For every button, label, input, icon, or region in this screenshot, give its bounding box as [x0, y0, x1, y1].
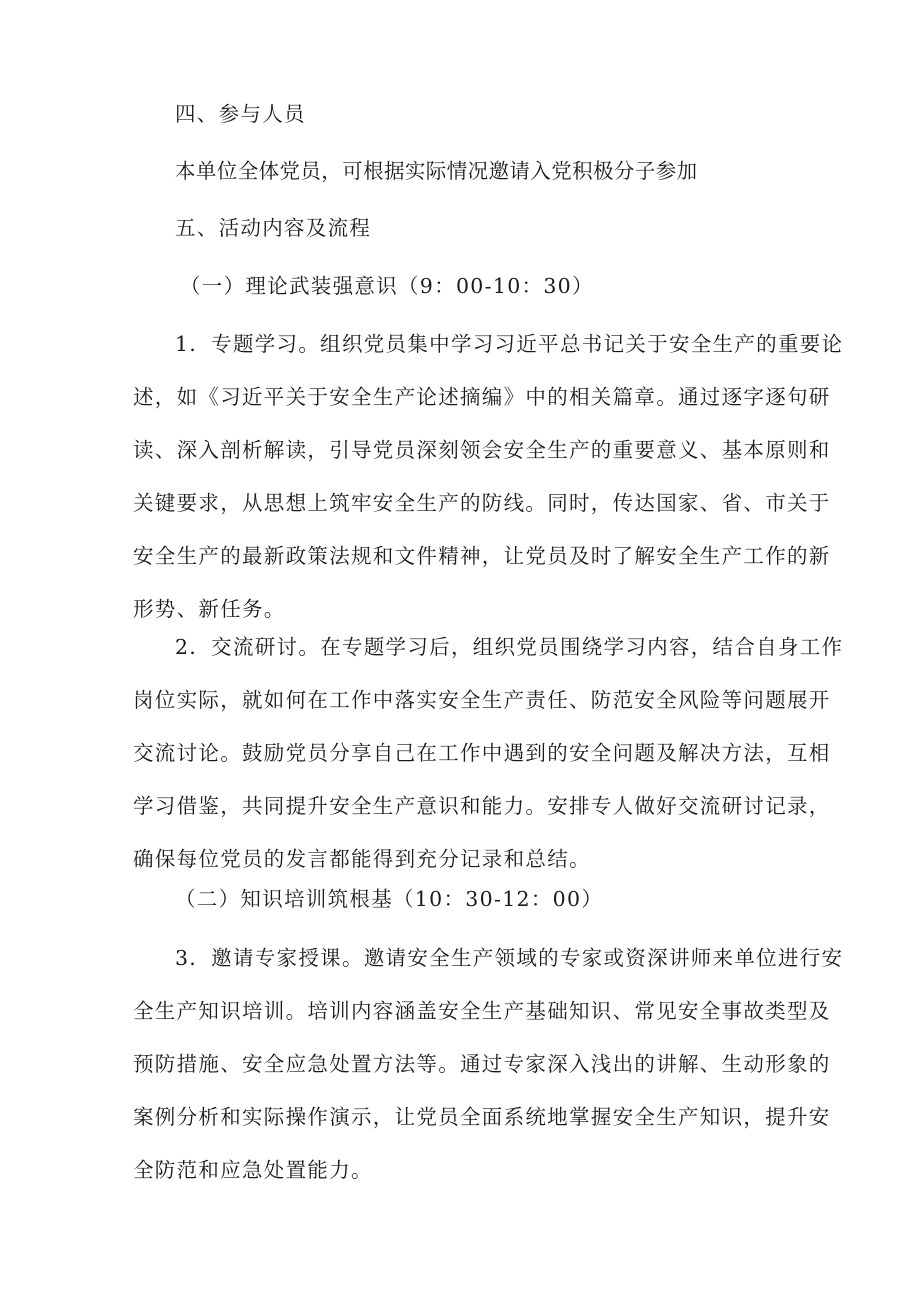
paragraph-line: 全防范和应急处置能力。: [133, 1158, 373, 1182]
section-heading-activities: 五、活动内容及流程: [175, 216, 372, 240]
paragraph-line: 安全生产的最新政策法规和文件精神，让党员及时了解安全生产工作的新: [133, 544, 831, 568]
paragraph-line: 确保每位党员的发言都能得到充分记录和总结。: [133, 847, 591, 871]
paragraph-line: 案例分析和实际操作演示，让党员全面系统地掌握安全生产知识，提升安: [133, 1105, 831, 1129]
paragraph-line: 学习借鉴，共同提升安全生产意识和能力。安排专人做好交流研讨记录，: [133, 794, 831, 818]
paragraph-line: 预防措施、安全应急处置方法等。通过专家深入浅出的讲解、生动形象的: [133, 1052, 831, 1076]
paragraph-line: 全生产知识培训。培训内容涵盖安全生产基础知识、常见安全事故类型及: [133, 999, 831, 1023]
paragraph-line: 述，如《习近平关于安全生产论述摘编》中的相关篇章。通过逐字逐句研: [133, 385, 831, 409]
section-heading-participants: 四、参与人员: [175, 102, 306, 126]
paragraph-line: 读、深入剖析解读，引导党员深刻领会安全生产的重要意义、基本原则和: [133, 438, 831, 462]
subsection-heading-training: （二）知识培训筑根基（10：30-12：00）: [175, 887, 604, 911]
participants-text: 本单位全体党员，可根据实际情况邀请入党积极分子参加: [175, 159, 698, 183]
paragraph-line: 2．交流研讨。在专题学习后，组织党员围绕学习内容，结合自身工作: [175, 635, 844, 659]
subsection-heading-theory: （一）理论武装强意识（9：00-10：30）: [180, 274, 594, 298]
paragraph-line: 岗位实际，就如何在工作中落实安全生产责任、防范安全风险等问题展开: [133, 688, 831, 712]
paragraph-line: 形势、新任务。: [133, 597, 286, 621]
paragraph-line: 3．邀请专家授课。邀请安全生产领域的专家或资深讲师来单位进行安: [175, 946, 844, 970]
paragraph-line: 1．专题学习。组织党员集中学习习近平总书记关于安全生产的重要论: [175, 332, 844, 356]
paragraph-line: 关键要求，从思想上筑牢安全生产的防线。同时，传达国家、省、市关于: [133, 491, 831, 515]
paragraph-line: 交流讨论。鼓励党员分享自己在工作中遇到的安全问题及解决方法，互相: [133, 741, 831, 765]
